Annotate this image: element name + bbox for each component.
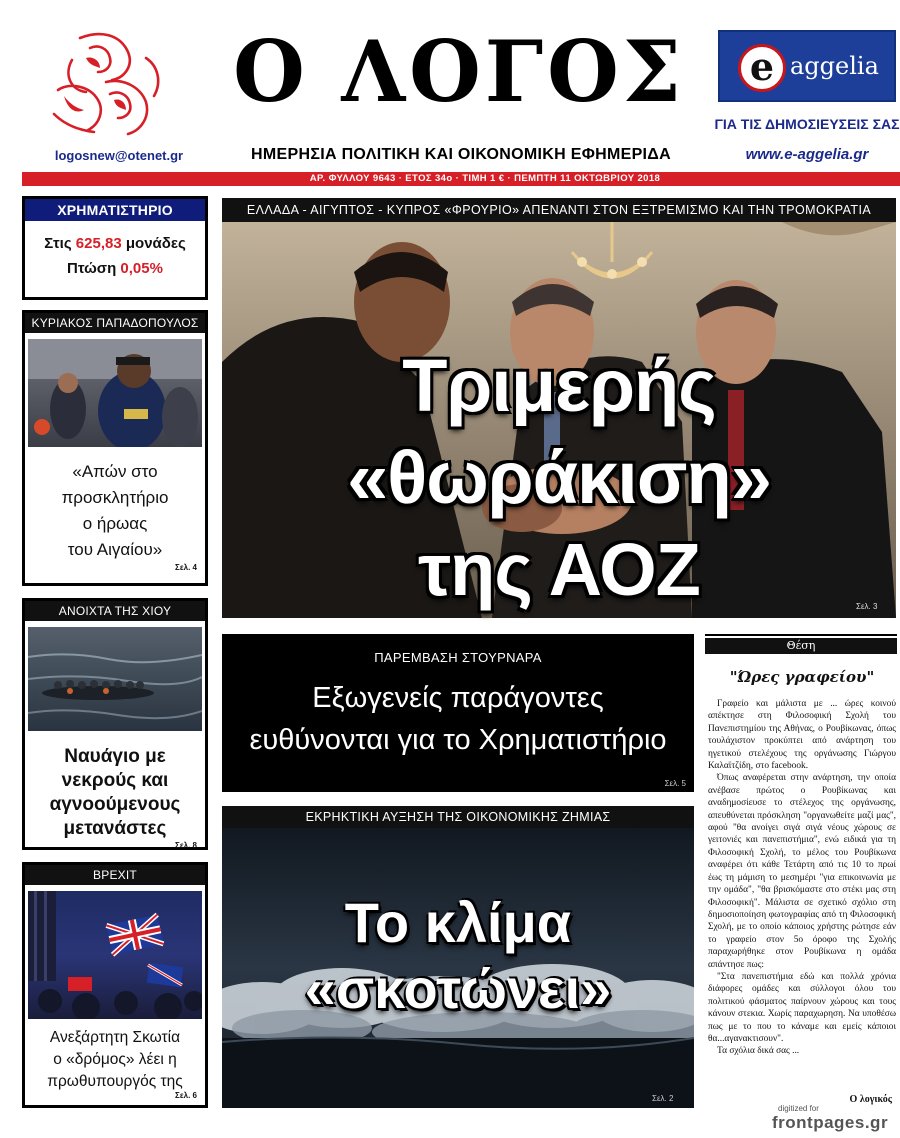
page-reference: Σελ. 4 bbox=[175, 563, 197, 572]
sidebar-story-brexit[interactable] bbox=[22, 862, 208, 1108]
masthead-title: Ο ΛΟΓΟΣ bbox=[233, 22, 685, 121]
market-index-value: 625,83 bbox=[75, 235, 122, 252]
market-header: ΧΡΗΜΑΤΙΣΤΗΡΙΟ bbox=[25, 199, 205, 221]
masthead-subtitle: ΗΜΕΡΗΣΙΑ ΠΟΛΙΤΙΚΗ ΚΑΙ ΟΙΚΟΝΟΜΙΚΗ ΕΦΗΜΕΡΙΔΑ bbox=[251, 146, 671, 163]
market-box[interactable] bbox=[22, 196, 208, 300]
main-page-reference: Σελ. 3 bbox=[856, 602, 878, 611]
issue-info: ΑΡ. ΦΥΛΛΟΥ 9643 · ΕΤΟΣ 34ο · ΤΙΜΗ 1 € · ΠΕΜΠΤΗ 11 ΟΚΤΩΒΡΙΟΥ 2018 bbox=[309, 173, 661, 184]
story-photo bbox=[28, 891, 202, 1019]
sidebar-story-chios[interactable] bbox=[22, 598, 208, 850]
contact-email[interactable]: logosnew@otenet.gr bbox=[54, 148, 184, 163]
market-change-value: 0,05% bbox=[120, 260, 163, 277]
story-text: Ανεξάρτητη Σκωτία ο «δρόμος» λέει η πρωθυπουργός της bbox=[47, 1029, 183, 1090]
ad-tagline: ΓΙΑ ΤΙΣ ΔΗΜΟΣΙΕΥΣΕΙΣ ΣΑΣ bbox=[714, 116, 900, 132]
credit-site[interactable]: frontpages.gr bbox=[772, 1113, 889, 1132]
main-headline: Τριμερής «θωράκιση» της ΑΟΖ bbox=[347, 344, 771, 611]
story-photo bbox=[28, 339, 202, 447]
story-header: ΚΥΡΙΑΚΟΣ ΠΑΠΑΔΟΠΟΥΛΟΣ bbox=[25, 313, 205, 333]
page-reference: Σελ. 8 bbox=[175, 841, 197, 850]
story-text: «Απών στο προσκλητήριο ο ήρωας του Αιγαίου» bbox=[61, 462, 169, 559]
story-header: ΑΝΟΙΧΤΑ ΤΗΣ ΧΙΟΥ bbox=[25, 601, 205, 621]
economy-kicker: ΠΑΡΕΜΒΑΣΗ ΣΤΟΥΡΝΑΡΑ bbox=[374, 650, 542, 665]
economy-story[interactable] bbox=[222, 634, 694, 792]
eaggelia-ad-logo[interactable] bbox=[718, 30, 896, 102]
opinion-header: Θέση bbox=[705, 638, 897, 654]
opinion-paragraph: Γραφείο και μάλιστα με ... ώρες κοινού απέκτησε στη Φιλοσοφική Σχολή του Πανεπιστημίου της Αθήνας, ο Ρουβίκωνας, όπως τουλάχιστον προκύπτει από ανάρτηση του ηγετικού στελέχους της οργάνωσης Γιώργου Καλαϊτζίδη, στο facebook. bbox=[708, 699, 896, 772]
eaggelia-e-icon: e bbox=[738, 44, 786, 92]
story-photo bbox=[28, 627, 202, 731]
credit-caption: digitized for bbox=[778, 1104, 819, 1113]
economy-headline: Εξωγενείς παράγοντες ευθύνονται για το Χρηματιστήριο bbox=[249, 682, 667, 756]
opinion-title: "Ώρες γραφείου" bbox=[729, 668, 875, 686]
sidebar-story-aegean[interactable] bbox=[22, 310, 208, 586]
opinion-body bbox=[708, 698, 896, 1058]
market-change-line: Πτώση 0,05% bbox=[67, 260, 163, 277]
story-header: ΒΡΕΧΙΤ bbox=[25, 865, 205, 885]
page-reference: Σελ. 6 bbox=[175, 1091, 197, 1100]
opinion-paragraph: "Στα πανεπιστήμια εδώ και πολλά χρόνια διάφορες ομάδες και σύλλογοι όλου του πολιτικού φάσματος παίρνουν χώρους και τους κάνουν στεκια. Χωρίς παραχωρηση. Να υποθέσω πως με το που το κάναμε και εμείς κάποιοι θα...αγανακτισουν". bbox=[708, 971, 896, 1044]
newspaper-logo bbox=[50, 30, 168, 142]
story-text: Ναυάγιο με νεκρούς και αγνοούμενους μετανάστες bbox=[49, 746, 181, 839]
opinion-signature: Ο λογικός bbox=[849, 1094, 892, 1105]
market-index-line: Στις 625,83 μονάδες bbox=[44, 235, 186, 252]
climate-page-reference: Σελ. 2 bbox=[652, 1094, 674, 1103]
climate-headline: Το κλίμα «σκοτώνει» bbox=[304, 891, 612, 1020]
climate-banner: ΕΚΡΗΚΤΙΚΗ ΑΥΞΗΣΗ ΤΗΣ ΟΙΚΟΝΟΜΙΚΗΣ ΖΗΜΙΑΣ bbox=[222, 806, 694, 828]
eaggelia-wordmark: aggelia bbox=[790, 52, 879, 80]
opinion-paragraph: Τα σχόλια δικά σας ... bbox=[717, 1046, 800, 1057]
opinion-rule bbox=[705, 634, 897, 636]
main-story-banner: ΕΛΛΑΔΑ - ΑΙΓΥΠΤΟΣ - ΚΥΠΡΟΣ «ΦΡΟΥΡΙΟ» ΑΠΕΝΑΝΤΙ ΣΤΟΝ ΕΞΤΡΕΜΙΣΜΟ ΚΑΙ ΤΗΝ ΤΡΟΜΟΚΡΑΤΙΑ bbox=[222, 198, 896, 222]
economy-page-reference: Σελ. 5 bbox=[664, 779, 686, 788]
opinion-paragraph: Όπως αναφέρεται στην ανάρτηση, την οποία ανέβασε πρώτος ο Ρουβίκωνας και αναδημοσίευσε το στέλεχος της οργάνωσης, απευθύνεται πρόσκληση "οργανωθείτε μαζί μας", αφού "θα ανοίγει σιγά σιγά νέους χώρους σε γειτονιές και πανεπιστήμια", ενώ ειδικά για τη Φιλοσοφική Σχολή, το μέλος του Ρουβίκωνα αναφέρει ότι κάθε Τετάρτη από τις 10 το πρωί έως τη μάμιση το μεσημέρι "για επικοινωνία με την ομάδα", "θα βρισκόμαστε στο στέκι μας στη Φιλοσοφική". Μάλιστα σε σχετικό σχόλιο στη δημοσιοποίηση φωτογραφίας από τη Φιλοσοφική Σχολή, με το οποίο κάποιος χρήστης ρώτησε εάν το γραφείο στον 5ο όροφο της Σχολής παραχωρήθηκε στον Ρουβίκωνα η ομάδα απάντησε πως: bbox=[708, 773, 896, 970]
ad-url[interactable]: www.e-aggelia.gr bbox=[745, 146, 869, 163]
